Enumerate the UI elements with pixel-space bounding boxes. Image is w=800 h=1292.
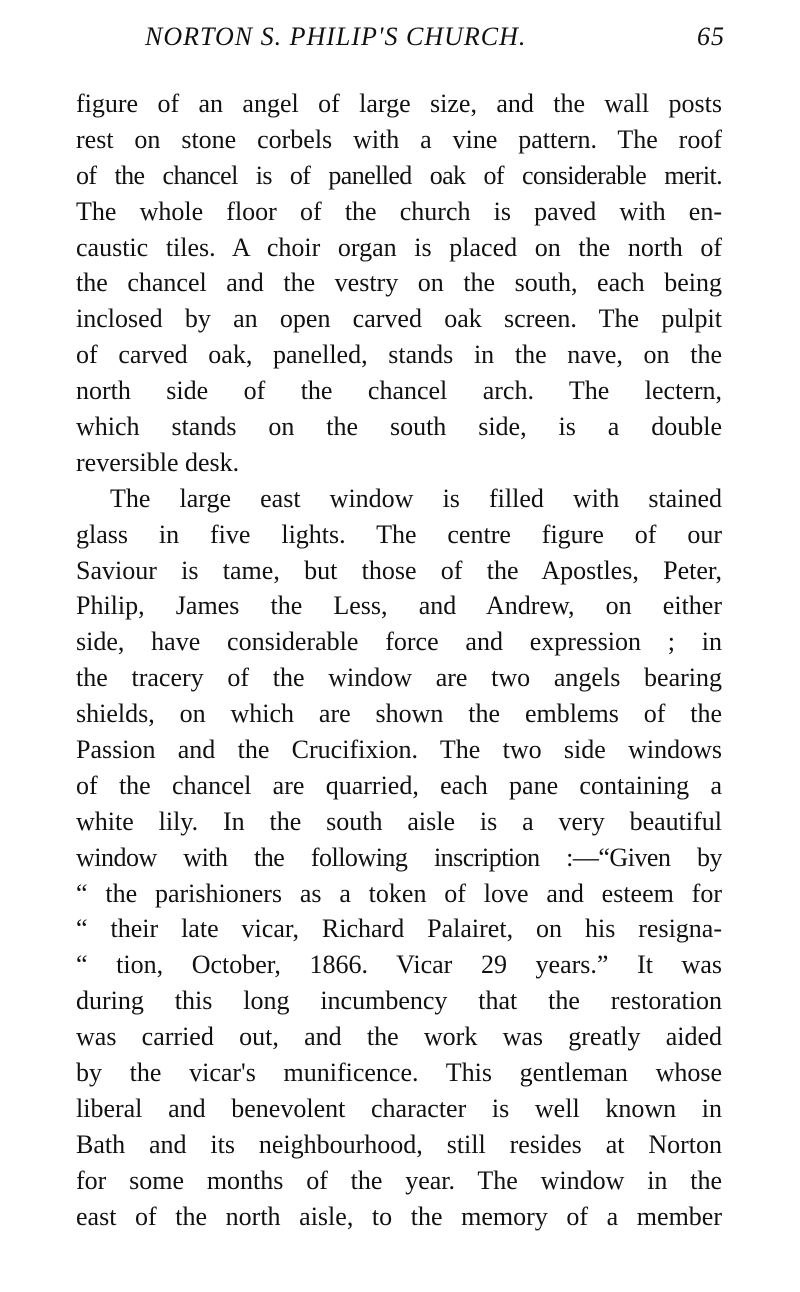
text-line: reversible desk. [76,447,240,477]
text-line: “ their late vicar, Richard Palairet, on his resigna- [76,914,722,944]
page-number: 65 [697,22,725,51]
text-line: side, have considerable force and expression ; in [76,627,722,657]
text-line: inclosed by an open carved oak screen. The pulpit [76,304,722,334]
text-line: Saviour is tame, but those of the Apostles, Peter, [76,555,722,585]
text-line: east of the north aisle, to the memory of a member [76,1201,722,1231]
running-head [145,22,725,56]
body-text [76,86,722,1235]
text-line: window with the following inscription :—“Given by [76,842,722,872]
text-line: shields, on which are shown the emblems of the [76,699,722,729]
text-line: white lily. In the south aisle is a very beautiful [76,806,722,836]
text-line: of the chancel is of panelled oak of considerable merit. [76,160,722,190]
text-line: Philip, James the Less, and Andrew, on either [76,591,722,621]
running-title: NORTON S. PHILIP'S CHURCH. [145,22,527,51]
text-line: of carved oak, panelled, stands in the nave, on the [76,340,722,370]
text-line: liberal and benevolent character is well known in [76,1093,722,1123]
text-line: The whole floor of the church is paved with en- [76,196,722,226]
text-line: caustic tiles. A choir organ is placed on the north of [76,232,722,262]
text-line: glass in five lights. The centre figure of our [76,519,722,549]
text-line: of the chancel are quarried, each pane containing a [76,770,722,800]
text-line: which stands on the south side, is a double [76,412,722,442]
text-line: the tracery of the window are two angels bearing [76,663,722,693]
text-line: figure of an angel of large size, and the wall posts [76,89,722,118]
text-line: by the vicar's munificence. This gentleman whose [76,1058,722,1088]
text-line: the chancel and the vestry on the south, each being [76,268,722,298]
text-line: “ tion, October, 1866. Vicar 29 years.” It was [76,950,722,980]
text-line: The large east window is filled with stained [110,483,722,513]
text-line: north side of the chancel arch. The lectern, [76,376,722,406]
text-line: Bath and its neighbourhood, still resides at Norton [76,1129,722,1159]
text-line: Passion and the Crucifixion. The two side windows [76,735,722,765]
text-line: was carried out, and the work was greatly aided [76,1022,722,1052]
text-line: for some months of the year. The window in the [76,1165,722,1195]
text-line: rest on stone corbels with a vine pattern. The roof [76,124,722,154]
text-line: “ the parishioners as a token of love and esteem for [76,878,722,908]
text-line: during this long incumbency that the restoration [76,986,722,1016]
